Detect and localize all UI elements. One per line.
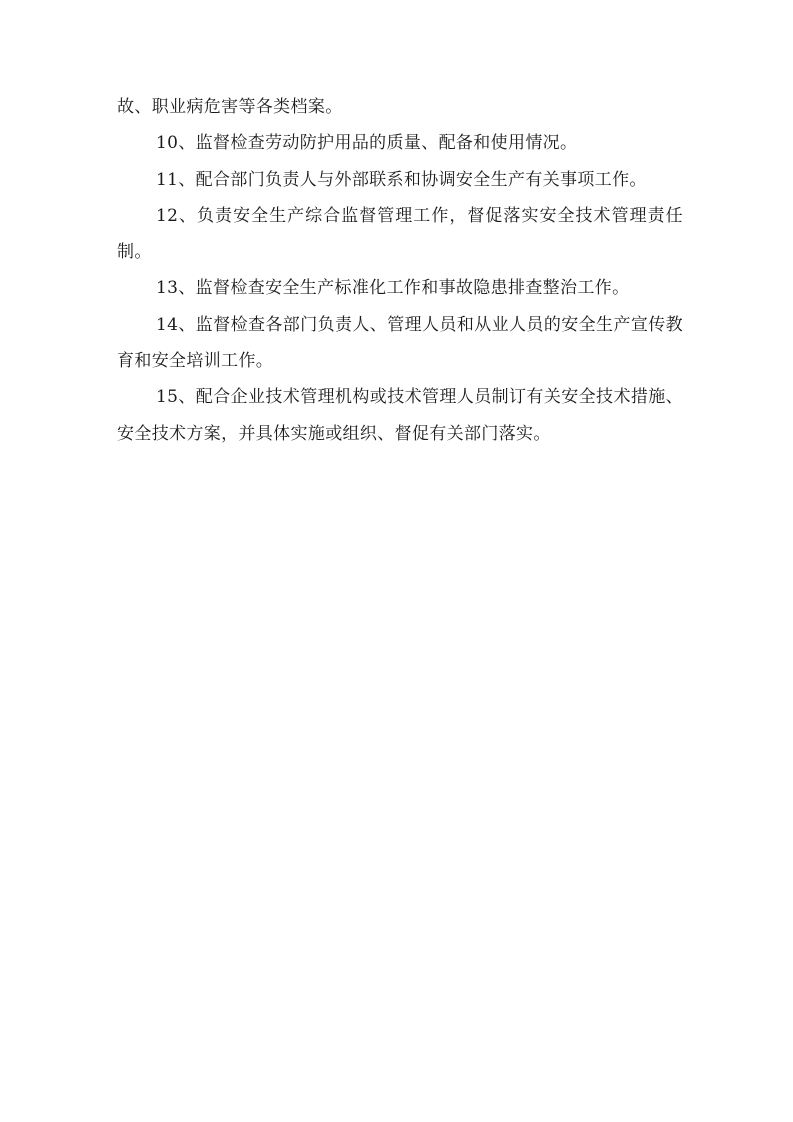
paragraph-item-14: 14、监督检查各部门负责人、管理人员和从业人员的安全生产宣传教育和安全培训工作。 [117, 314, 683, 372]
paragraph-item-15: 15、配合企业技术管理机构或技术管理人员制订有关安全技术措施、安全技术方案，并具体实施或组织、督促有关部门落实。 [117, 387, 683, 444]
paragraph-item-10: 10、监督检查劳动防护用品的质量、配备和使用情况。 [156, 133, 578, 154]
paragraph-item-13: 13、监督检查安全生产标准化工作和事故隐患排查整治工作。 [156, 278, 630, 299]
paragraph-item-11: 11、配合部门负责人与外部联系和协调安全生产有关事项工作。 [156, 169, 647, 190]
document-body [117, 89, 683, 452]
paragraph-item-12: 12、负责安全生产综合监督管理工作，督促落实安全技术管理责任制。 [117, 205, 683, 263]
paragraph-continuation: 故、职业病危害等各类档案。 [117, 97, 343, 117]
